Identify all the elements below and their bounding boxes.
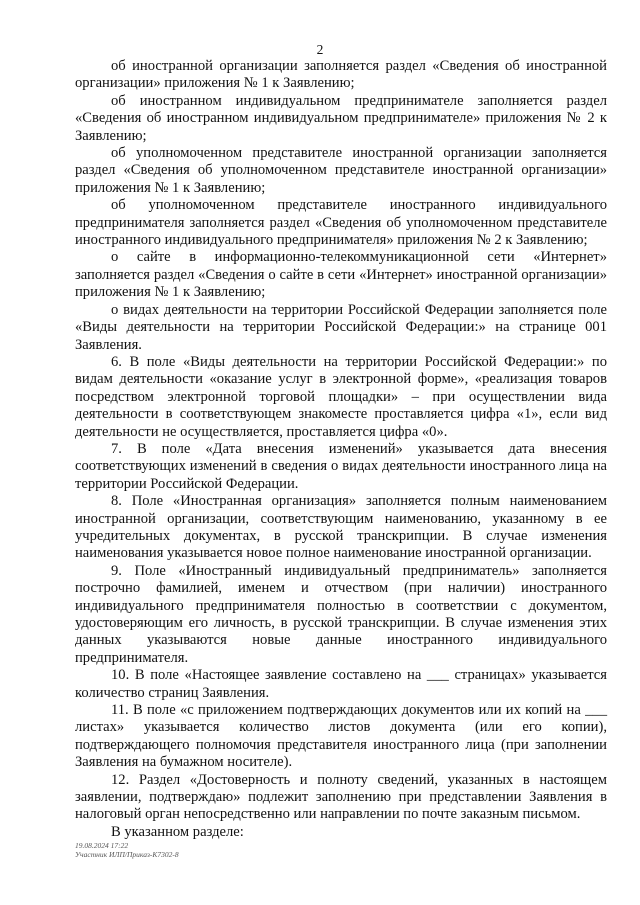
- paragraph: о сайте в информационно-телекоммуникационной сети «Интернет» заполняется раздел «Сведения о сайте в сети «Интернет» иностранной организации» приложения № 1 к Заявлению;: [75, 249, 607, 301]
- paragraph: 7. В поле «Дата внесения изменений» указывается дата внесения соответствующих изменений в сведения о видах деятельности иностранного лица на территории Российской Федерации.: [75, 440, 607, 492]
- paragraph: 11. В поле «с приложением подтверждающих документов или их копий на ___ листах» указывается количество листов документа (или его копии), подтверждающего полномочия представителя иностранного лица (при заполнении Заявления на бумажном носителе).: [75, 702, 607, 771]
- paragraph: 8. Поле «Иностранная организация» заполняется полным наименованием иностранной организации, соответствующим наименованию, указанному в ее учредительных документах, в русской транскрипции. В случае изменения наименования указывается новое полное наименование иностранной организации.: [75, 493, 607, 562]
- page-number: 2: [316, 42, 324, 57]
- paragraph: об иностранном индивидуальном предпринимателе заполняется раздел «Сведения об иностранном индивидуальном предпринимателе» приложения № 2 к Заявлению;: [75, 92, 607, 144]
- paragraph: 6. В поле «Виды деятельности на территории Российской Федерации:» по видам деятельности «оказание услуг в электронной форме», «реализация товаров посредством электронной торговой площадки» – при осуществлении вида деятельности в соответствующем знакоместе проставляется цифра «1», если вид деятельности не осуществляется, проставляется цифра «0».: [75, 353, 607, 440]
- paragraph: 12. Раздел «Достоверность и полноту сведений, указанных в настоящем заявлении, подтверждаю» подлежит заполнению при представлении Заявления в налоговый орган непосредственно или направлении по почте заказным письмом.: [75, 771, 607, 823]
- footer-date: 19.08.2024 17:22: [75, 841, 129, 850]
- paragraph: В указанном разделе:: [111, 823, 244, 840]
- paragraph: об уполномоченном представителе иностранного индивидуального предпринимателя заполняется раздел «Сведения об уполномоченном представителе иностранного индивидуального предпринимателя» приложения № 2 к Заявлению;: [75, 197, 607, 249]
- paragraph: 9. Поле «Иностранный индивидуальный предприниматель» заполняется построчно фамилией, именем и отчеством (при наличии) иностранного индивидуального предпринимателя полностью в соответствии с документом, удостоверяющим его личность, в русской транскрипции. В случае изменения этих данных указываются новые данные иностранного индивидуального предпринимателя.: [75, 562, 607, 666]
- document-footer: [75, 841, 179, 859]
- paragraph: об уполномоченном представителе иностранной организации заполняется раздел «Сведения об уполномоченном представителе иностранной организации» приложения № 1 к Заявлению;: [75, 145, 607, 196]
- paragraph: об иностранной организации заполняется раздел «Сведения об иностранной организации» приложения № 1 к Заявлению;: [75, 58, 607, 92]
- paragraph: о видах деятельности на территории Российской Федерации заполняется поле «Виды деятельности на территории Российской Федерации:» на странице 001 Заявления.: [75, 301, 607, 353]
- footer-reference: Участник ИЛП/Приказ-К7302-8: [75, 850, 179, 859]
- paragraph: 10. В поле «Настоящее заявление составлено на ___ страницах» указывается количество страниц Заявления.: [75, 667, 607, 701]
- document-body: [75, 58, 607, 841]
